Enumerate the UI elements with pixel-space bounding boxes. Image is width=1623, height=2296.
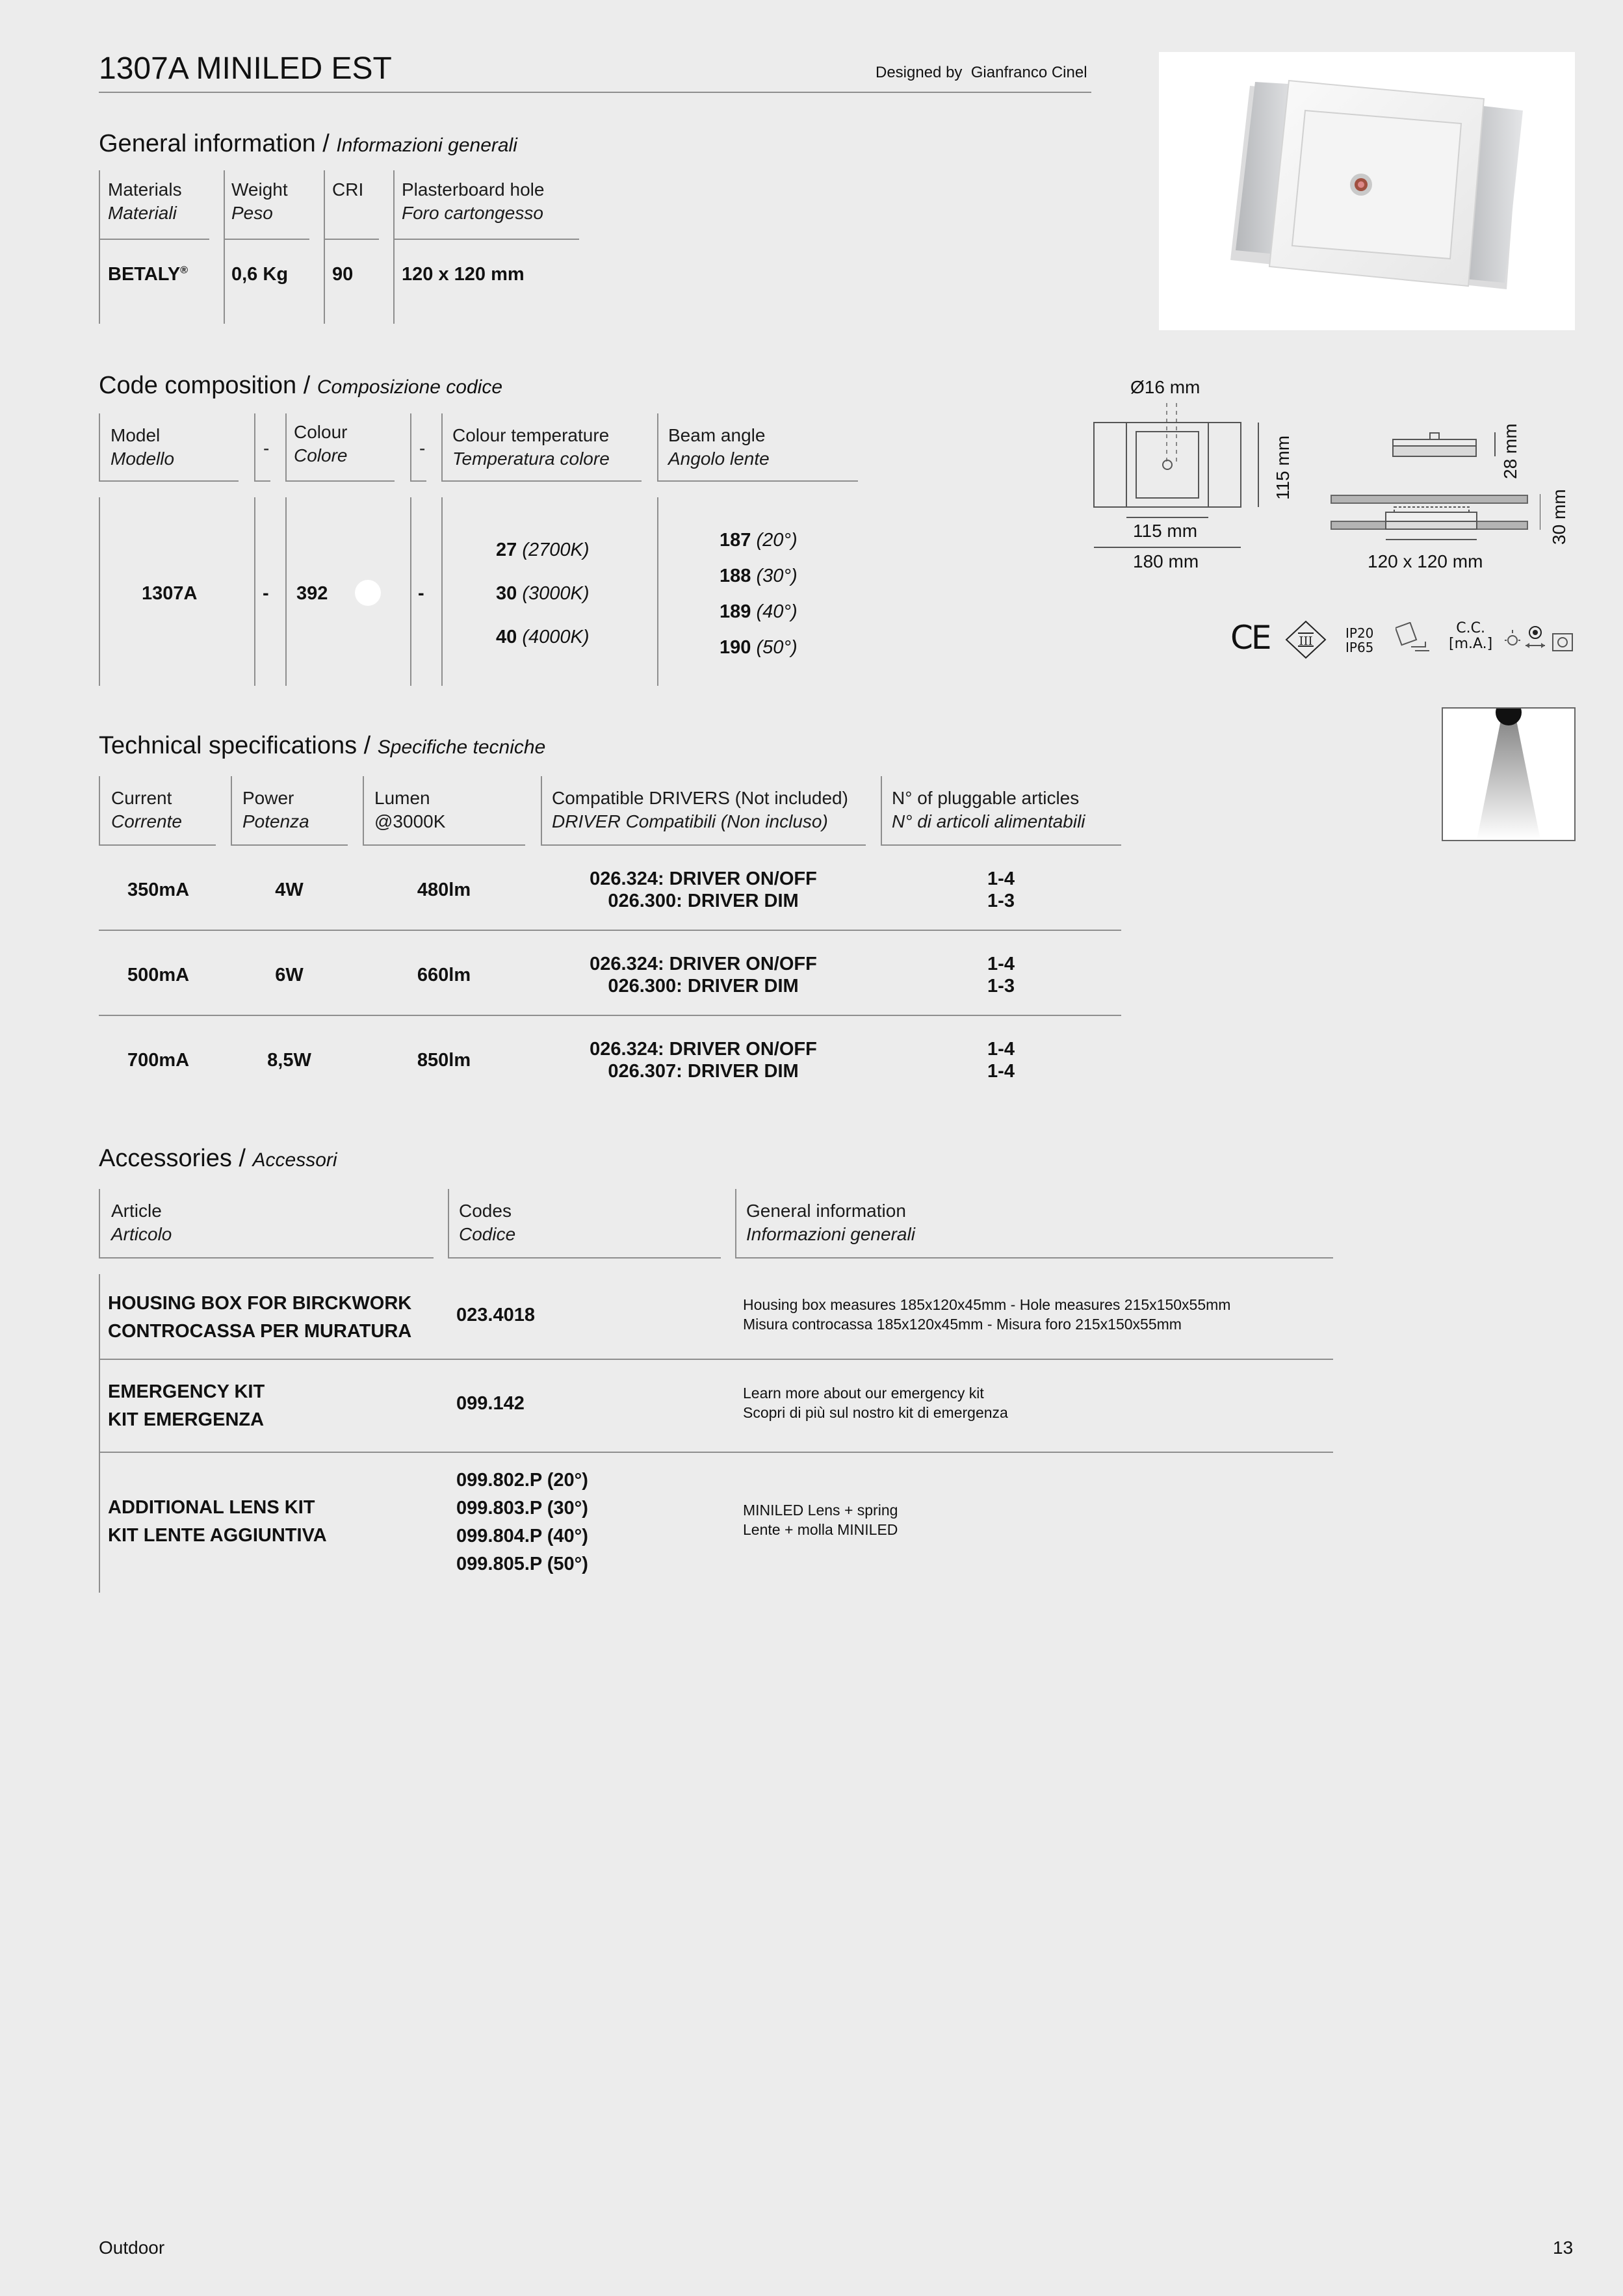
acc-info-link[interactable] (743, 1383, 1008, 1422)
acc-rule (448, 1257, 721, 1259)
code-rule (99, 480, 239, 482)
acc-article (108, 1290, 411, 1346)
header-en: Power (242, 788, 294, 808)
header-it: Potenza (242, 811, 309, 831)
header-it: Peso (231, 203, 273, 223)
beam-desc: (20°) (756, 530, 798, 551)
temp-option (496, 583, 590, 605)
temp-desc: (4000K) (522, 627, 590, 647)
tech-pluggable: 1-4 (987, 1061, 1015, 1082)
acc-row-rule (99, 1359, 1333, 1360)
code-colour-value: 392 (296, 583, 328, 604)
code-rule (254, 413, 255, 481)
beam-code: 190 (720, 637, 751, 658)
ip-rating-2: IP65 (1345, 640, 1374, 655)
tech-heading-en: Technical specifications / (99, 732, 371, 759)
tech-driver: 026.300: DRIVER DIM (608, 891, 799, 911)
code-rule (99, 497, 100, 686)
header-en: Weight (231, 179, 288, 200)
accessories-heading-it: Accessori (252, 1149, 337, 1171)
tech-pluggable: 1-4 (987, 954, 1015, 974)
tech-current: 700mA (127, 1050, 190, 1071)
svg-text:III: III (1299, 634, 1313, 648)
cc-line-2: [m.A.] (1449, 636, 1493, 652)
tech-header-pluggable (892, 787, 1085, 833)
tech-current: 350mA (127, 880, 190, 900)
dim-front-width: 115 mm (1133, 521, 1198, 541)
tech-rule (231, 844, 348, 846)
acc-info (743, 1500, 898, 1539)
header-it: DRIVER Compatibili (Non incluso) (552, 811, 828, 831)
beam-code: 189 (720, 601, 751, 622)
acc-article (108, 1378, 265, 1434)
code-dash: - (263, 583, 269, 604)
lens-code: 099.802.P (20°) (456, 1470, 588, 1491)
adjustable-icon (1396, 622, 1432, 655)
beam-code: 188 (720, 566, 751, 586)
header-en: Compatible DRIVERS (Not included) (552, 788, 848, 808)
beam-option (720, 637, 798, 659)
code-heading (99, 372, 502, 400)
general-heading-it: Informazioni generali (336, 135, 517, 156)
header-en: Materials (108, 179, 182, 200)
tech-header-drivers (552, 787, 848, 833)
header-en: General information (746, 1201, 906, 1221)
designed-by (876, 64, 1087, 82)
code-header-temperature (452, 424, 610, 471)
code-rule (657, 413, 658, 481)
beam-pictogram (1442, 707, 1576, 841)
acc-header-info (746, 1199, 915, 1246)
tech-lumen: 480lm (417, 880, 471, 900)
header-it: Modello (110, 449, 175, 469)
header-it: Codice (459, 1224, 516, 1244)
header-it: N° di articoli alimentabili (892, 811, 1085, 831)
gen-header-rule (393, 239, 579, 240)
acc-code (456, 1467, 588, 1578)
tech-heading (99, 732, 545, 760)
code-header-beam (668, 424, 770, 471)
tech-header-lumen (374, 787, 445, 833)
value-text: BETALY (108, 264, 181, 285)
tech-rule (881, 776, 882, 845)
acc-info (743, 1295, 1230, 1334)
gen-header-rule (224, 239, 309, 240)
code-header-dash: - (263, 438, 270, 458)
code-model-value: 1307A (142, 583, 198, 604)
dim-front-height: 115 mm (1273, 435, 1293, 500)
tech-rule (541, 776, 542, 845)
white-colour-swatch (355, 580, 381, 606)
gen-value-weight: 0,6 Kg (231, 264, 289, 285)
lens-code: 099.804.P (40°) (456, 1526, 588, 1546)
page-number: 13 (1553, 2237, 1574, 2258)
gen-value-hole: 120 x 120 mm (402, 264, 525, 285)
code-dash: - (418, 583, 424, 604)
code-rule (254, 497, 255, 686)
header-it: Corrente (111, 811, 182, 831)
cc-line-1: C.C. (1456, 620, 1485, 636)
registered-mark: ® (180, 265, 188, 276)
info-it: Misura controcassa 185x120x45mm - Misura foro 215x150x55mm (743, 1316, 1182, 1333)
designer-name: Gianfranco Cinel (970, 64, 1087, 81)
acc-rule (735, 1189, 736, 1258)
tech-rule (541, 844, 866, 846)
header-en: Codes (459, 1201, 512, 1221)
temp-code: 30 (496, 583, 517, 604)
tech-rule (363, 844, 525, 846)
header-en: Model (110, 425, 161, 445)
info-it: Lente + molla MINILED (743, 1521, 898, 1538)
gen-header-weight (231, 178, 288, 225)
tech-lumen: 660lm (417, 965, 471, 985)
temp-option (496, 627, 590, 648)
tech-rule (363, 776, 364, 845)
driver-remote-icon (1503, 621, 1575, 653)
header-en: Article (111, 1201, 162, 1221)
general-heading-en: General information / (99, 130, 330, 157)
gen-col-rule (99, 170, 100, 324)
class-iii-icon (1285, 620, 1327, 659)
temp-code: 40 (496, 627, 517, 647)
tech-pluggable: 1-4 (987, 1039, 1015, 1060)
acc-code: 023.4018 (456, 1305, 535, 1325)
beam-desc: (50°) (756, 637, 798, 658)
temp-desc: (3000K) (522, 583, 590, 604)
designed-by-label: Designed by (876, 64, 963, 81)
header-it: Informazioni generali (746, 1224, 915, 1244)
cc-label (1449, 621, 1492, 652)
header-it: Temperatura colore (452, 449, 610, 469)
dim-side-depth: 28 mm (1500, 423, 1520, 479)
tech-rule (231, 776, 232, 845)
info-en[interactable]: Learn more about our emergency kit (743, 1385, 984, 1402)
tech-driver: 026.307: DRIVER DIM (608, 1061, 799, 1082)
tech-lumen: 850lm (417, 1050, 471, 1071)
temp-desc: (2700K) (522, 540, 590, 560)
code-rule (441, 413, 443, 481)
tech-driver: 026.300: DRIVER DIM (608, 976, 799, 997)
header-it: Materiali (108, 203, 177, 223)
header-en: N° of pluggable articles (892, 788, 1080, 808)
header-en: Colour temperature (452, 425, 610, 445)
article-name-it: KIT LENTE AGGIUNTIVA (108, 1525, 327, 1546)
acc-row-rule (99, 1452, 1333, 1453)
code-rule (410, 480, 426, 482)
accessories-heading-en: Accessories / (99, 1145, 246, 1172)
header-en: Lumen (374, 788, 430, 808)
temp-option (496, 540, 590, 561)
code-rule (410, 413, 411, 481)
gen-col-rule (324, 170, 325, 324)
header-en: Current (111, 788, 172, 808)
code-rule (441, 497, 443, 686)
article-name-en: ADDITIONAL LENS KIT (108, 1497, 315, 1518)
code-rule (285, 480, 395, 482)
ce-mark-icon: CE (1230, 619, 1270, 657)
tech-pluggable: 1-3 (987, 891, 1015, 911)
code-rule (410, 497, 411, 686)
dim-side-depth-2: 30 mm (1549, 489, 1569, 545)
tech-header-current (111, 787, 182, 833)
article-name-it: KIT EMERGENZA (108, 1409, 265, 1430)
gen-header-cri (332, 178, 363, 202)
tech-driver: 026.324: DRIVER ON/OFF (590, 868, 817, 889)
code-heading-en: Code composition / (99, 372, 311, 399)
gen-col-rule (224, 170, 225, 324)
tech-heading-it: Specifiche tecniche (377, 737, 546, 758)
info-en: Housing box measures 185x120x45mm - Hole measures 215x150x55mm (743, 1296, 1231, 1313)
acc-rule (448, 1189, 449, 1258)
footer-section: Outdoor (99, 2237, 165, 2258)
acc-rule (735, 1257, 1333, 1259)
lens-code: 099.803.P (30°) (456, 1498, 588, 1519)
beam-code: 187 (720, 530, 751, 551)
acc-rule (99, 1274, 100, 1593)
gen-value-cri: 90 (332, 264, 354, 285)
header-it: @3000K (374, 811, 446, 831)
gen-header-rule (99, 239, 209, 240)
acc-code: 099.142 (456, 1393, 525, 1414)
lens-code: 099.805.P (50°) (456, 1554, 588, 1574)
code-rule (99, 413, 100, 481)
code-rule (657, 480, 858, 482)
gen-header-rule (324, 239, 379, 240)
code-rule (285, 413, 287, 481)
article-name-it: CONTROCASSA PER MURATURA (108, 1321, 412, 1342)
code-rule (657, 497, 658, 686)
ip-rating (1345, 626, 1373, 655)
beam-option (720, 601, 798, 623)
code-header-model (110, 424, 174, 471)
acc-rule (99, 1189, 100, 1258)
header-it: Colore (294, 445, 348, 465)
header-it: Articolo (111, 1224, 172, 1244)
tech-rule (99, 776, 100, 845)
tech-power: 6W (275, 965, 304, 985)
acc-header-article (111, 1199, 172, 1246)
beam-option (720, 530, 798, 551)
tech-power: 8,5W (267, 1050, 311, 1071)
beam-desc: (30°) (756, 566, 798, 586)
article-name-en: HOUSING BOX FOR BIRCKWORK (108, 1293, 412, 1314)
code-rule (285, 497, 287, 686)
tech-header-power (242, 787, 309, 833)
accessories-heading (99, 1145, 337, 1173)
code-rule (254, 480, 270, 482)
header-it: Foro cartongesso (402, 203, 543, 223)
header-en: Beam angle (668, 425, 766, 445)
dim-hole: 120 x 120 mm (1368, 551, 1483, 571)
tech-row-rule (99, 930, 1121, 931)
tech-power: 4W (275, 880, 304, 900)
tech-pluggable: 1-4 (987, 868, 1015, 889)
tech-driver: 026.324: DRIVER ON/OFF (590, 1039, 817, 1060)
beam-option (720, 566, 798, 587)
header-en: CRI (332, 179, 364, 200)
tech-driver: 026.324: DRIVER ON/OFF (590, 954, 817, 974)
code-rule (441, 480, 642, 482)
acc-header-codes (459, 1199, 515, 1246)
dim-front-outer: 180 mm (1133, 551, 1199, 571)
header-it: Angolo lente (668, 449, 770, 469)
tech-rule (881, 844, 1121, 846)
article-name-en: EMERGENCY KIT (108, 1381, 265, 1402)
acc-article (108, 1494, 327, 1550)
tech-pluggable: 1-3 (987, 976, 1015, 997)
tech-rule (99, 844, 216, 846)
info-it[interactable]: Scopri di più sul nostro kit di emergenza (743, 1404, 1008, 1421)
gen-value-materials (108, 264, 188, 285)
gen-col-rule (393, 170, 395, 324)
code-heading-it: Composizione codice (317, 376, 503, 398)
tech-current: 500mA (127, 965, 190, 985)
product-photo (1159, 52, 1575, 330)
header-en: Colour (294, 422, 348, 442)
title-rule (99, 92, 1091, 93)
beam-desc: (40°) (756, 601, 798, 622)
code-header-colour (294, 421, 347, 467)
header-en: Plasterboard hole (402, 179, 545, 200)
ip-rating-1: IP20 (1345, 625, 1374, 641)
code-header-dash: - (419, 438, 426, 458)
tech-row-rule (99, 1015, 1121, 1016)
page-title: 1307A MINILED EST (99, 51, 392, 86)
gen-header-materials (108, 178, 182, 225)
general-heading (99, 130, 517, 158)
acc-rule (99, 1257, 434, 1259)
dim-diameter: Ø16 mm (1130, 377, 1201, 397)
temp-code: 27 (496, 540, 517, 560)
gen-header-hole (402, 178, 544, 225)
info-en: MINILED Lens + spring (743, 1502, 898, 1519)
